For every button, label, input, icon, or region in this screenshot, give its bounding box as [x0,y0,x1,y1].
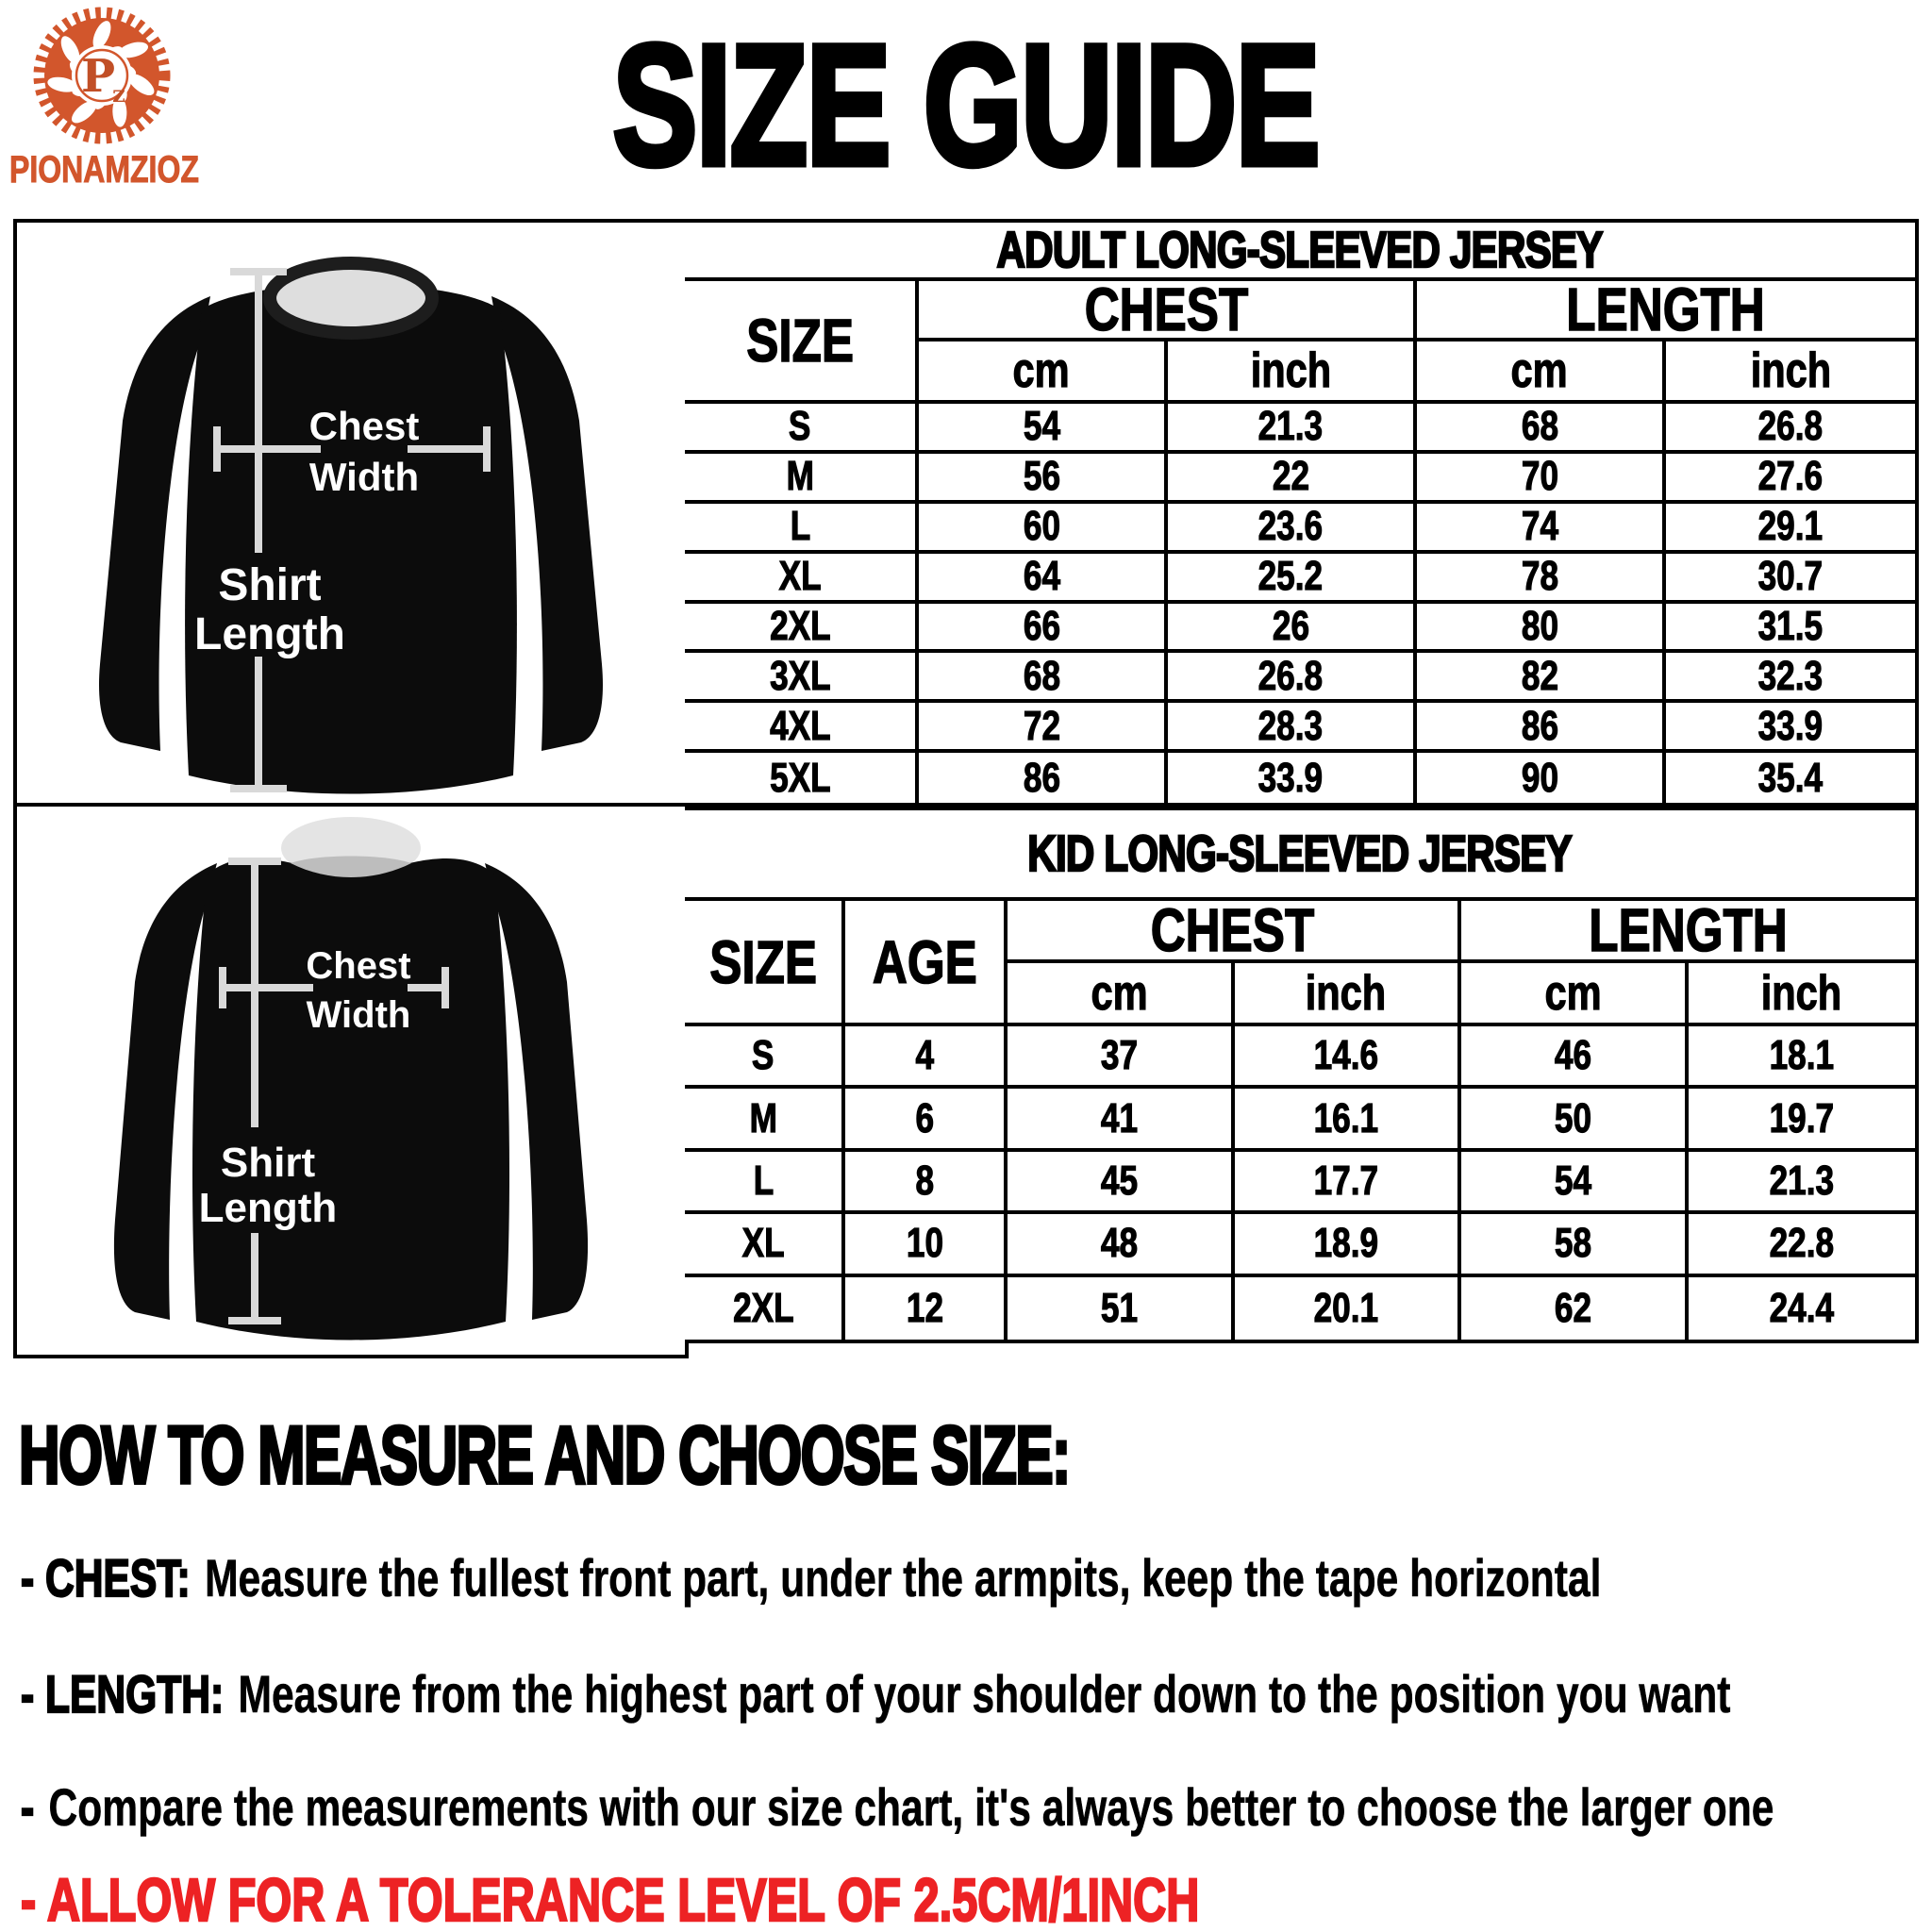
kid-col-size: SIZE [685,901,845,1026]
logo-monogram-main: P [80,50,116,103]
instruction-length [21,1664,1932,1724]
howto-heading: HOW TO MEASURE AND CHOOSE SIZE: [19,1410,1070,1501]
kid-length-label-2: Length [198,1185,338,1231]
instruction-length-text: Measure from the highest part of your shoulder down to the position you want [238,1664,1731,1724]
adult-shirt-collar [270,263,432,333]
adult-chest-unit-inch: inch [1168,341,1417,404]
kid-length-unit-inch: inch [1689,963,1916,1026]
kid-chest-unit-inch: inch [1235,963,1462,1026]
instruction-length-prefix: - LENGTH: [21,1664,225,1724]
adult-length-label-1: Shirt [218,560,322,610]
adult-shirt-section [17,223,685,807]
kid-col-age: AGE [845,901,1008,1026]
adult-shirt-image [17,223,685,803]
adult-chest-unit-cm: cm [919,341,1168,404]
instruction-compare-text: Compare the measurements with our size chart, it's always better to choose the larger one [48,1777,1774,1837]
kid-col-length: LENGTH [1461,901,1915,963]
brand-name: PIONAMZIOZ [9,149,199,191]
kid-length-unit-cm: cm [1461,963,1689,1026]
page-title: SIZE GUIDE [612,8,1320,201]
kid-table-title: KID LONG-SLEEVED JERSEY [685,810,1915,901]
adult-length-unit-cm: cm [1417,341,1666,404]
adult-chest-label-1: Chest [308,404,420,448]
adult-chest-label-2: Width [308,455,420,499]
instruction-chest-prefix: - CHEST: [21,1548,191,1607]
kid-size-table: KID LONG-SLEEVED JERSEY SIZE AGE CHEST LENGTH cm inch cm inch S 4 37 14.6 46 18.1 M 6 41 16.1 50 19.7 L 8 45 17.7 54 21.3 XL 10 48 18.9 58 22.8 2XL 12 51 20.1 62 24.4 [685,807,1919,1343]
kid-col-chest: CHEST [1008,901,1461,963]
adult-table-title: ADULT LONG-SLEEVED JERSEY [685,223,1915,281]
instruction-chest [21,1548,1932,1607]
adult-col-length: LENGTH [1417,281,1915,341]
instruction-chest-text: Measure the fullest front part, under the armpits, keep the tape horizontal [205,1548,1602,1607]
kid-length-label-1: Shirt [220,1140,316,1186]
tolerance-note: - ALLOW FOR A TOLERANCE LEVEL OF 2.5CM/1INCH [21,1866,1200,1932]
adult-length-unit-inch: inch [1666,341,1915,404]
instruction-compare-prefix: - [21,1777,35,1837]
logo-monogram-sub: z [112,80,125,108]
adult-col-chest: CHEST [919,281,1417,341]
shirt-diagram-panel [13,219,689,1358]
kid-chest-label-1: Chest [306,945,411,987]
instruction-compare [21,1777,1932,1837]
kid-chest-unit-cm: cm [1008,963,1235,1026]
adult-size-table: ADULT LONG-SLEEVED JERSEY SIZE CHEST LENGTH cm inch cm inch S 54 21.3 68 26.8 M 56 22 70 27.6 L 60 23.6 74 29.1 XL 64 25.2 78 30.7 2XL 66 26 80 31.5 3XL 68 26.8 82 32.3 4XL 72 28.3 86 33.9 5XL 86 33.9 90 35.4 [685,219,1919,807]
kid-shirt-image [17,807,685,1355]
adult-length-label-2: Length [194,609,345,659]
kid-shirt-section [17,807,685,1355]
kid-chest-label-2: Width [306,994,411,1036]
adult-col-size: SIZE [685,281,919,404]
